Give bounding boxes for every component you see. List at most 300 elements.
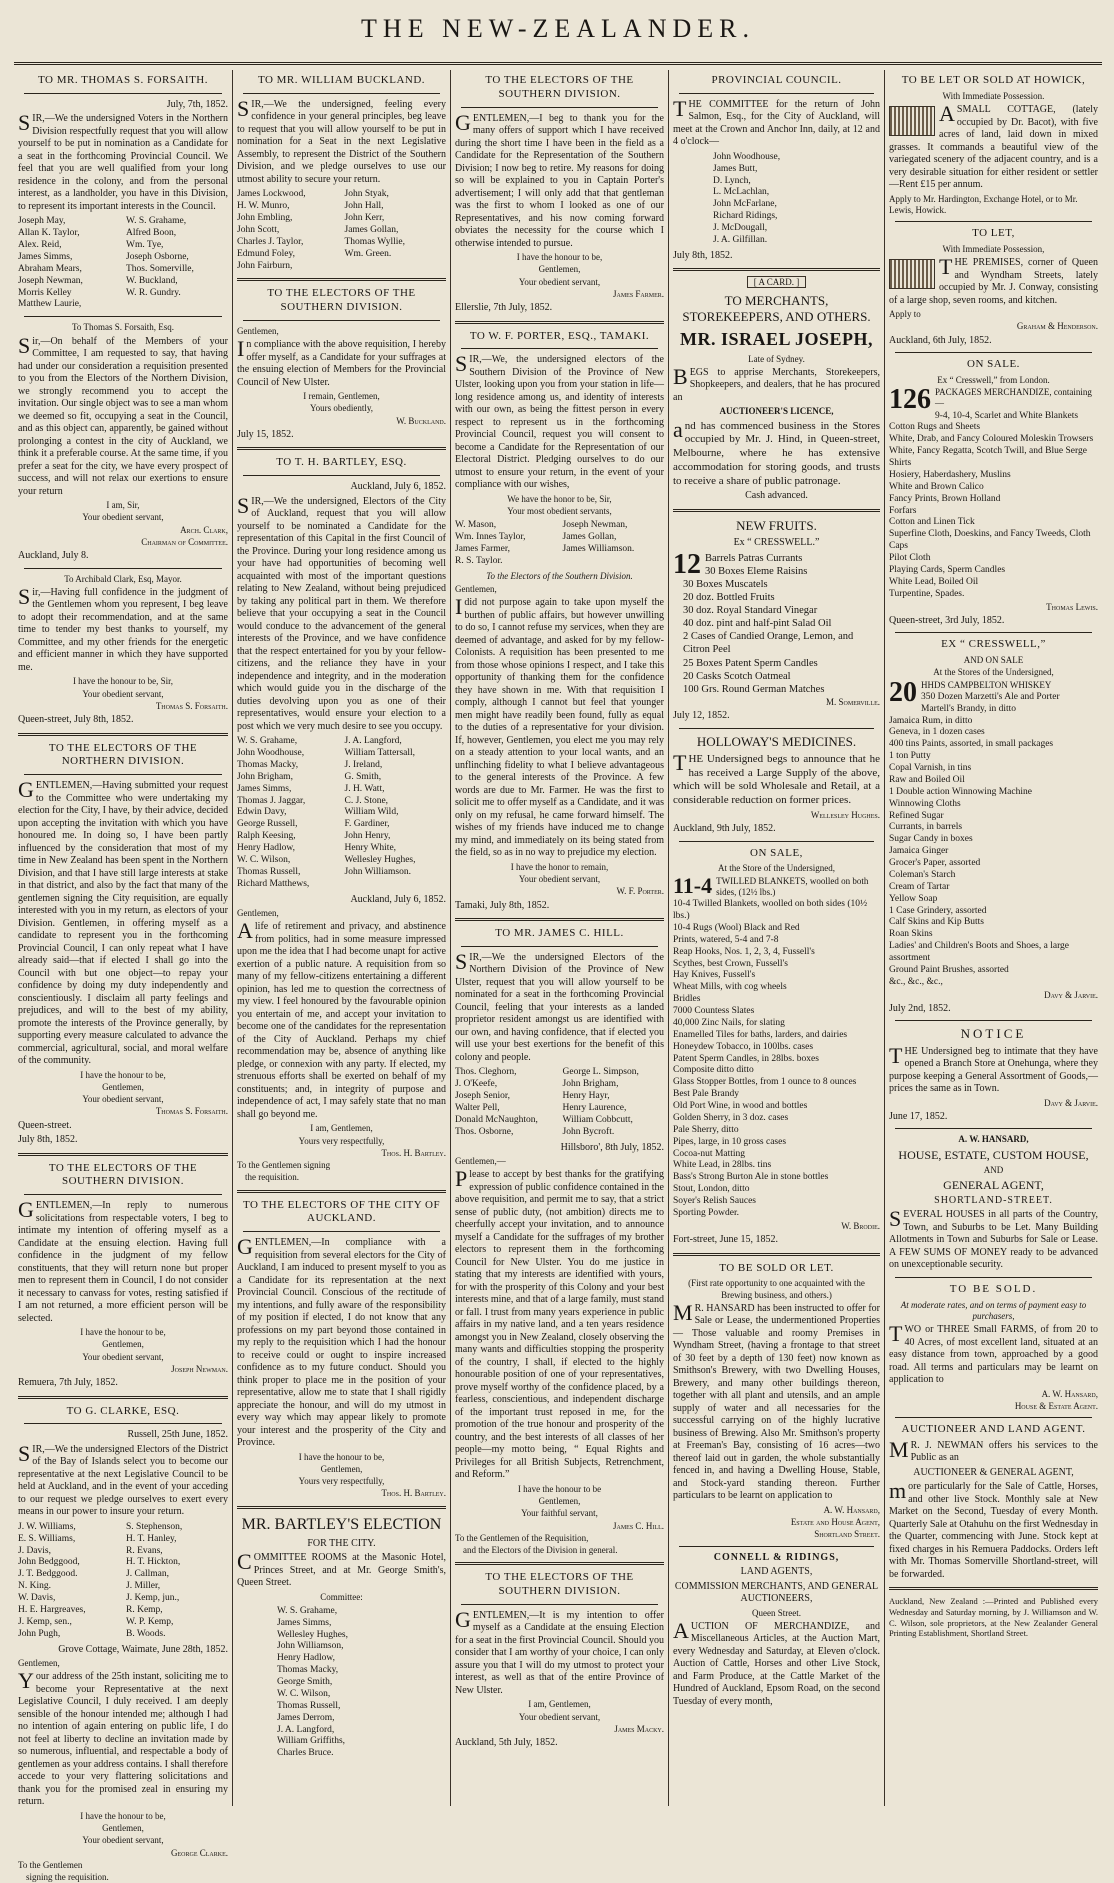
closing: I am, Gentlemen, xyxy=(310,1123,373,1134)
article-heading: TO MR. THOMAS S. FORSAITH. xyxy=(38,74,208,86)
list-item: J. Davis, xyxy=(18,1545,51,1556)
signature: Thos. H. Bartley. xyxy=(381,1147,446,1158)
divider xyxy=(679,1546,874,1547)
list-item: Joseph Newman, xyxy=(562,520,628,531)
list-item: White and Brown Calico xyxy=(889,481,984,492)
article-body: THE PREMISES, corner of Queen and Wyndham Streets, lately occupied by Mr. J. Conway, consisting of a large shop, seven rooms, and kitchen. xyxy=(889,254,1098,306)
list-item: R. Evans, xyxy=(126,1545,163,1556)
list-item: Playing Cards, Sperm Candles xyxy=(889,564,1006,575)
closing: Yours very respectfully, xyxy=(298,1476,385,1486)
list-item: 2 Cases of Candied Orange, Lemon, and Citron Peel xyxy=(683,631,854,656)
divider xyxy=(679,93,874,94)
list-item: J. Kemp, sen., xyxy=(18,1616,72,1627)
list-item: John Henry, xyxy=(344,831,391,842)
list-item: James Derrom, xyxy=(277,1712,335,1723)
article-body: COMMITTEE ROOMS at the Masonic Hotel, Princes Street, and at Mr. George Smith's, Queen Street. xyxy=(237,1549,446,1588)
article-body: MR. J. NEWMAN offers his services to the Public as an xyxy=(889,1436,1098,1464)
quantity-numeral: 126 xyxy=(889,384,931,415)
committee-list xyxy=(713,152,880,247)
list-item: James Gollan, xyxy=(344,224,399,235)
divider xyxy=(673,509,880,512)
lead-item: HHDS CAMPBELTON WHISKEY xyxy=(921,679,1052,690)
divider xyxy=(889,1587,1098,1590)
place-date: Auckland, 6th July, 1852. xyxy=(889,334,992,346)
agent-line: HOUSE, ESTATE, CUSTOM HOUSE, xyxy=(898,1147,1089,1162)
list-item: W. C. Wilson, xyxy=(277,1688,331,1699)
closing: Your obedient servant, xyxy=(82,1351,164,1362)
list-item xyxy=(126,299,228,311)
list-item: C. J. Stone, xyxy=(344,795,389,806)
list-item: Alfred Boon, xyxy=(126,228,177,239)
list-item: J. Ireland, xyxy=(344,759,383,770)
list-item: J. A. Gilfillan. xyxy=(713,234,768,245)
list-item: Wellesley Hughes, xyxy=(277,1629,348,1640)
masthead xyxy=(14,0,1102,65)
list-item: 400 tins Paints, assorted, in small packages xyxy=(889,739,1054,750)
closing: Your obedient servant, xyxy=(82,1094,164,1104)
list-item: Thomas Macky, xyxy=(237,759,299,770)
signature: M. Somerville. xyxy=(826,696,880,707)
list-item: R. Kemp, xyxy=(126,1604,163,1615)
signature: Thomas S. Forsaith. xyxy=(155,1106,228,1117)
list-item: Jamaica Rum, in ditto xyxy=(889,715,973,726)
list-item: John McFarlane, xyxy=(713,199,777,210)
article-body: THE Undersigned begs to announce that he has received a Large Supply of the above, which will be sold Wholesale and Retail, at a considerable reduction on former prices. xyxy=(673,749,880,807)
list-item: Charles Bruce. xyxy=(277,1748,334,1759)
list-item: B. Woods. xyxy=(126,1628,166,1639)
article-body: GENTLEMEN,—In reply to numerous solicitations from respectable voters, I beg to intimate my intention of offering myself as a Candidate at the ensuing election. Having full confidence in the judgment of my fellow constituents, that they will return none but proper men to represent them in Council, I do not consider it necessary to canvass for votes, resting satisfied if I am not returned, a more efficient person will be selected. xyxy=(18,1197,228,1324)
signature: W. Buckland. xyxy=(396,415,446,426)
signatory-list xyxy=(237,736,446,890)
closing: I have the honour to be, xyxy=(298,1451,385,1462)
list-item: L. McLachlan, xyxy=(713,187,770,198)
closing: Yours very respectfully, xyxy=(298,1135,385,1146)
signatory-list xyxy=(237,189,446,272)
list-item: Thomas Macky, xyxy=(277,1665,339,1676)
agent-line: AND xyxy=(983,1164,1004,1175)
list-item: J. O'Keefe, xyxy=(455,1079,498,1090)
article-body: BEGS to apprise Merchants, Storekeepers, Shopkeepers, and dealers, that he has procured an xyxy=(673,363,880,403)
closing: Your obedient servant, xyxy=(82,1835,164,1846)
article-body: Alife of retirement and privacy, and abstinence from politics, had in some measure impressed upon me the idea that I had become unapt for active exertion of a public nature. A requisition from so many of my fellow-citizens entertaining a different opinion, has led me to question the correctness of my view. I feel honoured by the favourable opinion you entertain of me, and accept your invitation to become one of the candidates for the representation of the City of Auckland. Perhaps my chief recommendation may be, absence of anything like pledge, or connexion with any party. If elected, my strenuous efforts shall be exerted on behalf of my constituents; and, in integrity of purpose and independence of act, I may safely state that no man shall go beyond me. xyxy=(237,918,446,1120)
lead-item: PACKAGES MERCHANDIZE, containing— xyxy=(935,387,1092,409)
article-heading: PROVINCIAL COUNCIL. xyxy=(711,74,842,86)
article-heading: TO MR. WILLIAM BUCKLAND. xyxy=(257,74,426,86)
article-body: GENTLEMEN,—Having submitted your request to the Committee who were undertaking my election for the City, I have, by their advice, decided upon accepting the invitation with which you have honoured me. In doing so, I have been partly influenced by the consideration that most of my time in New Zealand has been spent in the Northern Division, and that I have still large interests at stake in that district, and also by the fact that many of the gentlemen signing the City requisition, are equally interested with you in my return, as electors of your Division. Gentlemen, in offering myself as a candidate to represent you in the forthcoming Provincial Council, I can only repeat what I have already said—that if elected I shall go into the Council with but one object—to repay your confidence by doing my duty independently and conscientiously. I disclaim all party feelings and prejudices, and will to the best of my ability, promote the interests of the Province generally, by supporting every measure calculated to advance the commercial, agricultural, social, and moral welfare of the community. xyxy=(18,777,228,1066)
list-item: Joseph Newman, xyxy=(18,275,83,286)
list-item: John Styak, xyxy=(344,189,389,200)
place-date: July 8th, 1852. xyxy=(18,1134,78,1145)
list-item: Prints, watered, 5-4 and 7-8 xyxy=(673,934,779,945)
list-item: John Pugh, xyxy=(18,1628,61,1639)
article-date: July, 7th, 1852. xyxy=(166,98,228,110)
article-date: July 8th, 1852. xyxy=(673,249,733,261)
article-body: Please to accept by best thanks for the gratifying expression of public confidence contained in the above requisition, and permit me to say, that a strict sense of public duty, (not ambition) directs me to cheerfully accept your invitation, and to announce myself a Candidate for the suffrages of my brother electors to represent them in the forthcoming Council for New Ulster. You do me justice in stating that my interests are identified with yours, for with the prosperity of this Colony and your best interests mine, and that of a large family, must stand or fall. I trust from many years experience in public affairs in my native land, and a ten years residence amongst you in New Zealand, closely observing the many wants and difficulties stopping the prosperity of the country, I shall, if elected to the highly honourable position of one of your representatives, prove myself worthy of the confidence placed, by a fearless, conscientious, and independent discharge of the important trust reposed in me, for the promotion of the true honour and prosperity of the country, and the best interests of all classes of her people—my motto being, “ Equal Rights and Privileges for all British Subjects, Retrenchment, and Reform.” xyxy=(455,1166,664,1481)
article-body: TWO or THREE Small FARMS, of from 20 to 40 Acres, of most excellent land, situated at an easy distance from town, approached by a good road. All terms and particulars may be learnt on application to xyxy=(889,1321,1098,1386)
divider xyxy=(237,1506,446,1509)
signature-role: Estate and House Agent, xyxy=(790,1517,880,1527)
list-item: James Lockwood, xyxy=(237,189,306,200)
place-date: Auckland, July 8. xyxy=(18,550,89,561)
list-item: Ground Paint Brushes, assorted xyxy=(889,964,1009,975)
card-label-text: [ A CARD. ] xyxy=(747,276,807,288)
list-item: Ralph Keesing, xyxy=(237,831,296,842)
agent-line: GENERAL AGENT, xyxy=(943,1177,1044,1192)
list-item: Grocer's Paper, assorted xyxy=(889,858,981,868)
list-item: Joseph Osborne, xyxy=(126,251,189,262)
signature: Thos. H. Bartley. xyxy=(381,1488,446,1499)
list-item: J. H. Watt, xyxy=(344,783,385,794)
closing: Your obedient servant, xyxy=(82,688,164,699)
signature: James C. Hill. xyxy=(612,1520,664,1531)
list-item: 25 Boxes Patent Sperm Candles xyxy=(683,657,818,669)
list-item: 1 Double action Winnowing Machine xyxy=(889,786,1032,797)
advert-title: MR. BARTLEY'S ELECTION xyxy=(241,1515,442,1533)
list-item: Wheat Mills, with cog wheels xyxy=(673,982,787,993)
list-item: Sugar Candy in boxes xyxy=(889,834,973,845)
list-item: Thomas Russell, xyxy=(237,866,301,877)
divider xyxy=(24,568,222,569)
list-item: George Russell, xyxy=(237,819,298,830)
signature: George Clarke. xyxy=(171,1847,228,1858)
signature: Davy & Jarvie. xyxy=(1044,989,1098,1000)
article-body: SIR,—We the undersigned Voters in the Northern Division respectfully request that you will allow yourself to be put in nomination as a Candidate for a seat in the forthcoming Provincial Council. We feel that you are well qualified from your long residence in the colony, and from the personal interest, as a landholder, you have in this Division, to represent its important interests in the Council. xyxy=(18,110,228,212)
list-item: Old Port Wine, in wood and bottles xyxy=(673,1101,808,1111)
place-date: July 2nd, 1852. xyxy=(889,1002,951,1014)
article-body: and has commenced business in the Stores occupied by Mr. J. Hind, in Queen-street, Melbourne, where he has extensive accommodation for storing goods, and trusts to receive a share of public patronage. xyxy=(673,416,880,487)
divider xyxy=(243,475,440,476)
article-heading: TO T. H. BARTLEY, ESQ. xyxy=(276,456,407,469)
list-item: Wm. Green. xyxy=(344,248,392,259)
article-subheading: AND ON SALE xyxy=(963,655,1024,665)
list-item: Cotton Rugs and Sheets xyxy=(889,422,981,433)
signature: Graham & Henderson. xyxy=(1016,321,1098,332)
card-label xyxy=(673,277,880,288)
divider xyxy=(673,1253,880,1256)
goods-list xyxy=(889,411,1098,601)
list-item: H. W. Munro, xyxy=(237,201,290,212)
article-heading: TO W. F. PORTER, ESQ., TAMAKI. xyxy=(469,329,650,342)
article-body: GENTLEMEN,—It is my intention to offer myself as a Candidate at the ensuing Election for a seat in the first Provincial Council. Should you consider that I am worthy of your choice, I can only assure you that I will do my utmost to protect your interest, as well as that of the entire Province of New Ulster. xyxy=(455,1606,664,1696)
signature: W. F. Porter. xyxy=(616,886,664,897)
salutation: Gentlemen,— xyxy=(455,1156,506,1166)
column-1 xyxy=(14,70,232,1882)
quantity-numeral: 12 xyxy=(673,548,701,580)
list-item: 30 Boxes Eleme Raisins xyxy=(705,565,808,577)
list-item: Edwin Davy, xyxy=(237,807,287,818)
article-subheading: At moderate rates, and on terms of payment easy to purchasers, xyxy=(900,1299,1087,1321)
list-item: 1 ton Putty xyxy=(889,751,931,762)
article-body: AUCTION OF MERCHANDIZE, and Miscellaneous Articles, at the Auction Mart, every Wednesday and Saturday, at Eleven o'clock. Auction of Cattle, Horses and other Live Stock, and Farm Produce, at the Cattle Market of the Hundred of Auckland, Epsom Road, on the second Tuesday of every month, xyxy=(673,1617,880,1707)
divider xyxy=(243,93,440,94)
divider xyxy=(895,352,1092,353)
divider xyxy=(24,774,222,775)
list-item: James Simms, xyxy=(237,783,292,794)
list-item: Cream of Tartar xyxy=(889,881,950,892)
article-body: GENTLEMEN,—In compliance with a requisition from several electors for the City of Auckland, I am induced to present myself to you as a Candidate for its representation at the next Provincial Council. Conscious of the rectitude of my intentions, and fully aware of the responsibility of my position if elected, I do not know that any professions on my part beyond those contained in my reply to the requisition which I had the honour to receive could or ought to inspire increased confidence as to my future conduct. Should you think proper to place me in the position of your representative, allow me to state that I shall rigidly appreciate the honour, and will do my utmost in every way which may appear likely to promote your interest and the prosperity of the City and Province. xyxy=(237,1234,446,1448)
list-item: White Lead, Boiled Oil xyxy=(889,576,979,587)
salutation: Gentlemen, xyxy=(18,1658,60,1668)
list-item: Winnowing Cloths xyxy=(889,798,961,809)
list-item: 100 Grs. Round German Matches xyxy=(683,683,825,695)
list-item: H. T. Hickton, xyxy=(126,1557,181,1568)
signature-role: Chairman of Committee. xyxy=(141,536,228,547)
list-item: Wm. Innes Taylor, xyxy=(455,532,526,543)
article-heading: TO BE LET OR SOLD AT HOWICK, xyxy=(901,74,1086,86)
article-heading: TO BE SOLD OR LET. xyxy=(719,1261,834,1274)
closing: Gentlemen, xyxy=(320,1463,363,1474)
list-item: 10-4 Rugs (Wool) Black and Red xyxy=(673,922,800,933)
signature: Joseph Newman. xyxy=(171,1363,228,1374)
list-item: J. Callman, xyxy=(126,1569,170,1580)
advert-subtitle: FOR THE CITY. xyxy=(307,1537,376,1549)
place-date: Grove Cottage, Waimate, June 28th, 1852. xyxy=(58,1643,228,1655)
closing: I have the honour to be xyxy=(517,1483,602,1494)
closing: Gentlemen, xyxy=(102,1823,144,1833)
list-item: Allan K. Taylor, xyxy=(18,228,80,239)
lead-item: TWILLED BLANKETS, woolled on both sides, (12½ lbs.) xyxy=(716,875,869,897)
article-body: Sir,—On behalf of the Members of your Committee, I am requested to say, that having had under our consideration a requisition presented to you from the Electors of the Northern Division, we strongly recommend you to accept the invitation. Our single object was to see a man whom we deemed so fit, occupying a seat in the Council, and as this object can, apparently, be gained without prolonging a contest in the city of Auckland, we think it a preferable course. At the same time, if you prefer a seat for the city, we have every prospect of success, and will not relax our exertions to ensure your return xyxy=(18,332,228,497)
advertiser-origin: Late of Sydney. xyxy=(748,353,805,364)
article-heading: TO G. CLARKE, ESQ. xyxy=(66,1404,180,1417)
article-body: SIR,—We, the undersigned electors of the Southern Division of the Province of New Ulster, looking upon you from your station in life—long residence among us, and identity of interests with our own, as being the fittest person in every respect to represent us in the forthcoming Provincial Council, request you will consent to become a Candidate for the Representation of our Electoral District. Pledging ourselves to do our utmost to ensure your return, in the event of your compliance with our wishes, xyxy=(455,351,664,491)
list-item: Bridles xyxy=(673,994,701,1005)
article-subheading: With Immediate Possession. xyxy=(942,90,1045,101)
list-item: Joseph Senior, xyxy=(455,1091,511,1101)
list-item: Alex. Reid, xyxy=(18,240,62,250)
article-subheading: At the Stores of the Undersigned, xyxy=(933,667,1054,678)
closing: I am, Sir, xyxy=(106,500,140,510)
list-item: Geneva, in 1 dozen cases xyxy=(889,727,985,738)
closing: I have the honour to be, xyxy=(80,1327,166,1337)
list-item: Martell's Brandy, in ditto xyxy=(921,703,1017,714)
closing: Your obedient servant, xyxy=(518,874,601,884)
article-body: MR. HANSARD has been instructed to offer for Sale or Lease, the undermentioned Properties— Those valuable and roomy Premises in Wyndham Street, (having a frontage to that street of 30 feet by a depth of 130 feet) now known as Smithson's Brewery, with two Dwelling Houses, Brewery, and many other buildings thereon, together with all plant and utensils, and an ample supply of water and all necessaries for the successful carrying on of the highly lucrative business of Brewing. Also Mr. Smithson's property at Freeman's Bay, consisting of 16 acres—two thereof laid out in garden, the whole substantially fenced in, and having a Dwelling House, Stable, and Stock-yard standing thereon. Further particulars to be learnt on application to xyxy=(673,1299,880,1502)
divider xyxy=(461,1604,658,1605)
list-item: N. King. xyxy=(18,1581,51,1592)
list-item: Henry Hadlow, xyxy=(277,1653,335,1664)
divider xyxy=(243,1231,440,1232)
article-heading: TO MR. JAMES C. HILL. xyxy=(495,927,624,939)
article-body: THE COMMITTEE for the return of John Salmon, Esq., for the City of Auckland, will meet at the Crown and Anchor Inn, daily, at 12 and 4 o'clock— xyxy=(673,95,880,148)
divider xyxy=(461,946,658,947)
article-heading: TO THE ELECTORS OF THE SOUTHERN DIVISION. xyxy=(48,1161,198,1188)
list-item: 30 Boxes Muscatels xyxy=(683,578,768,590)
list-item: 30 doz. Royal Standard Vinegar xyxy=(683,605,818,616)
salutation: Gentlemen, xyxy=(237,325,279,336)
signatory-list xyxy=(455,1067,664,1138)
licence-label: AUCTIONEER'S LICENCE, xyxy=(719,406,834,417)
article-heading: TO THE ELECTORS OF THE SOUTHERN DIVISION. xyxy=(485,74,634,100)
closing: I have the honour to be, xyxy=(80,1069,166,1080)
list-item: J. W. Williams, xyxy=(18,1521,76,1532)
closing: Your obedient servant, xyxy=(82,512,164,523)
article-body: GENTLEMEN,—I beg to thank you for the many offers of support which I have received during the short time I have been in the field as a Candidate for the Representation of the Southern Division; I now beg to retire. My reasons for doing so will be explained to you in Captain Porter's advertisement; I will only add that that gentleman was the first to whom I looked as one of our Representatives, and his now coming forward obviates the necessity for the course which I otherwise intended to pursue. xyxy=(455,109,664,249)
list-item: James Farmer, xyxy=(455,544,511,554)
list-item: White, Fancy Regatta, Scotch Twill, and Blue Serge Shirts xyxy=(889,446,1087,468)
quantity-numeral: 20 xyxy=(889,676,917,708)
closing: Yours obediently, xyxy=(309,403,373,414)
article-date: Auckland, 9th July, 1852. xyxy=(673,823,776,835)
divider xyxy=(18,1153,228,1156)
list-item: 40 doz. pint and half-pint Salad Oil xyxy=(683,618,832,630)
list-item: J. Miller, xyxy=(126,1581,161,1592)
divider xyxy=(895,1417,1092,1418)
cash-note: Cash advanced. xyxy=(745,490,808,502)
list-item: Stout, London, ditto xyxy=(673,1184,750,1195)
closing: Gentlemen, xyxy=(538,264,581,275)
list-item: Patent Sperm Candles, in 28lbs. boxes xyxy=(673,1053,819,1064)
list-item: John Bycroft. xyxy=(562,1126,615,1137)
place-date: Remuera, 7th July, 1852. xyxy=(18,1377,118,1388)
list-item: George Smith, xyxy=(277,1677,333,1687)
list-item: Honeydew Tobacco, in 100lbs. cases xyxy=(673,1041,814,1052)
list-item: W. C. Wilson, xyxy=(237,854,291,865)
list-item: Cocoa-nut Matting xyxy=(673,1148,746,1159)
firm-street: Queen Street. xyxy=(752,1607,801,1618)
salutation: Gentlemen, xyxy=(237,908,279,918)
firm-line: COMMISSION MERCHANTS, AND GENERAL AUCTIONEERS, xyxy=(674,1580,879,1604)
list-item: Fancy Prints, Brown Holland xyxy=(889,493,1001,504)
place-date: Fort-street, June 15, 1852. xyxy=(673,1234,778,1245)
footer-line: and the Electors of the Division in general. xyxy=(463,1545,618,1555)
list-item: Jamaica Ginger xyxy=(889,846,949,857)
list-item: Wellesley Hughes, xyxy=(344,854,416,865)
list-item: J. A. Langford, xyxy=(344,736,402,747)
article-body: THE Undersigned beg to intimate that they have opened a Branch Store at Onehunga, where they purpose keeping a General Assortment of Goods,—prices the same as in Town. xyxy=(889,1042,1098,1095)
signature: Wellesley Hughes. xyxy=(810,809,880,820)
signature: A. W. Hansard, xyxy=(823,1504,880,1515)
column-2 xyxy=(232,70,450,1806)
goods-list xyxy=(889,692,1098,989)
signature: James Farmer. xyxy=(612,288,664,299)
list-item: W. S. Grahame, xyxy=(277,1605,338,1616)
list-item: George L. Simpson, xyxy=(562,1067,639,1078)
list-item: Walter Pell, xyxy=(455,1102,500,1113)
list-item: John Woodhouse, xyxy=(713,151,781,162)
list-item: D. Lynch, xyxy=(713,175,751,186)
article-heading: NOTICE xyxy=(960,1026,1027,1042)
list-item: W. Davis, xyxy=(18,1593,56,1603)
list-item: W. Buckland, xyxy=(126,275,178,286)
apply-note: Apply to xyxy=(889,309,921,319)
list-item: William Tattersall, xyxy=(344,748,416,758)
list-item: James Butt, xyxy=(713,163,758,174)
list-item: E. S. Williams, xyxy=(18,1533,76,1544)
list-item: Raw and Boiled Oil xyxy=(889,774,965,785)
signatory-list xyxy=(18,1522,228,1641)
list-item: J. McDougall, xyxy=(713,223,768,233)
closing: Your obedient servant, xyxy=(518,276,601,287)
list-item: W. P. Kemp, xyxy=(126,1616,174,1627)
list-item: J. A. Langford, xyxy=(277,1724,335,1735)
article-date: Auckland, July 6, 1852. xyxy=(350,481,446,493)
article-date: Hillsboro', 8th July, 1852. xyxy=(560,1141,664,1153)
list-item: Richard Ridings, xyxy=(713,211,778,222)
list-item: Ladies' and Children's Boots and Shoes, a large assortment xyxy=(889,941,1070,963)
list-item xyxy=(563,556,665,568)
committee-label: Committee: xyxy=(320,1591,363,1602)
article-subheading: (First rate opportunity to one acquainted with the Brewing business, and others.) xyxy=(688,1278,865,1300)
closing: I have the honor to remain, xyxy=(510,861,609,872)
list-item: Hosiery, Haberdashery, Muslins xyxy=(889,469,1011,480)
list-item: Pipes, large, in 10 gross cases xyxy=(673,1136,787,1147)
advert-title: TO MERCHANTS, STOREKEEPERS, AND OTHERS. xyxy=(682,292,871,324)
article-subheading: With Immediate Possession, xyxy=(942,243,1045,254)
place-date: Tamaki, July 8th, 1852. xyxy=(455,899,550,911)
closing: Your obedient servant, xyxy=(518,1711,601,1722)
divider xyxy=(237,447,446,450)
divider xyxy=(679,728,874,729)
article-body: Your address of the 25th instant, soliciting me to become your Representative at the next Legislative Council, I duly received. I am deeply sensible of the honour intended me; although I had no intention of again entering on public life, I do not feel at liberty to decline an invitation made by so numerous, influential, and respectable a body of gentlemen as your address contains. I shall therefore accede to your very flattering solicitations and thank you for the promised zeal in ensuring my return. xyxy=(18,1668,228,1808)
list-item: John Brigham, xyxy=(237,771,293,782)
divider xyxy=(461,107,658,108)
list-item: Cotton and Linen Tick xyxy=(889,517,975,528)
list-item: Composite ditto ditto xyxy=(673,1065,754,1076)
list-item: J. T. Bedggood. xyxy=(18,1569,78,1580)
list-item: Thomas J. Jaggar, xyxy=(237,795,306,806)
firm-name: CONNELL & RIDINGS, xyxy=(713,1551,840,1563)
closing: I have the honour to be, xyxy=(516,252,603,262)
list-item: W. Mason, xyxy=(455,520,497,531)
place-date: June 17, 1852. xyxy=(889,1110,948,1122)
list-item: Joseph May, xyxy=(18,216,66,227)
list-item: Thomas Wyllie, xyxy=(344,236,405,247)
list-item: John Fairburn, xyxy=(237,260,293,271)
list-item: Thomas Russell, xyxy=(277,1700,341,1711)
article-date: Russell, 25th June, 1852. xyxy=(127,1429,228,1441)
list-item: Edmund Foley, xyxy=(237,248,295,259)
closing: Your faithful servant, xyxy=(521,1508,598,1519)
list-item: Glass Stopper Bottles, from 1 ounce to 8 ounces xyxy=(673,1077,857,1088)
article-subheading: At the Store of the Undersigned, xyxy=(718,863,835,874)
divider xyxy=(237,278,446,281)
signature: James Macky. xyxy=(614,1723,664,1734)
shop-woodcut-image xyxy=(889,259,935,289)
list-item: Coleman's Starch xyxy=(889,869,956,880)
closing: I am, Gentlemen, xyxy=(528,1699,591,1710)
list-item: 9-4, 10-4, Scarlet and White Blankets xyxy=(935,410,1079,421)
list-item: Currants, in barrels xyxy=(889,822,963,833)
list-item: John Scott, xyxy=(237,224,280,235)
newspaper-title: THE NEW-ZEALANDER. xyxy=(361,14,755,43)
footer-line: To the Gentlemen signing xyxy=(237,1160,331,1170)
list-item: 7000 Countess Slates xyxy=(673,1006,755,1016)
closing: We have the honor to be, Sir, xyxy=(507,493,612,504)
list-item: 20 Casks Scotch Oatmeal xyxy=(683,670,791,682)
article-body: SIR,—We the undersigned, Electors of the City of Auckland, request that you will allow yourself to be nominated a Candidate for the representation of this Capital in the first Council of the Province. During your long residence among us your have had opportunities of becoming well acquainted with most of the important questions relating to New Zealand, without being prejudiced by taking any political part in them. We therefore believe that your occupying a seat in the Council would conduce to the advancement of the general interests of the Province, and we have confidence that the respect entertained for you by your fellow-citizens, and the reliance they have in your independence and integrity, and in the moderation which would guide you in the discharge of the duties devolving upon you as one of their representatives, would ensure your election to a post which we very much desire to see you occupy. xyxy=(237,492,446,732)
signatory-list xyxy=(18,216,228,311)
list-item: William Wild, xyxy=(344,807,399,818)
place-date: Ellerslie, 7th July, 1852. xyxy=(455,302,553,313)
list-item xyxy=(345,879,447,891)
article-body: SIR,—We the undersigned, feeling every confidence in your general principles, beg leave to request that you will allow yourself to be put in nomination for a Seat in the next Legislative Assembly, to represent the District of the Southern Division, and we pledge ourselves to use our utmost ability to secure your return. xyxy=(237,95,446,185)
list-item: Barrels Patras Currants xyxy=(705,552,803,564)
place-date: Auckland, 5th July, 1852. xyxy=(455,1737,558,1748)
list-item: Donald McNaughton, xyxy=(455,1114,538,1125)
list-item: Roan Skins xyxy=(889,929,933,940)
signature: Arch. Clark, xyxy=(180,524,228,535)
list-item: White, Drab, and Fancy Coloured Moleskin Trowsers xyxy=(889,434,1094,445)
agent-name: A. W. HANSARD, xyxy=(958,1134,1029,1145)
cottage-woodcut-image xyxy=(889,106,935,136)
list-item: William Griffiths, xyxy=(277,1736,346,1747)
list-item: Thos. Somerville, xyxy=(126,263,194,274)
closing: Your most obedient servants, xyxy=(507,506,612,516)
article-heading: ON SALE, xyxy=(750,846,803,859)
list-item: 40,000 Zinc Nails, for slating xyxy=(673,1017,785,1028)
divider xyxy=(237,1190,446,1193)
